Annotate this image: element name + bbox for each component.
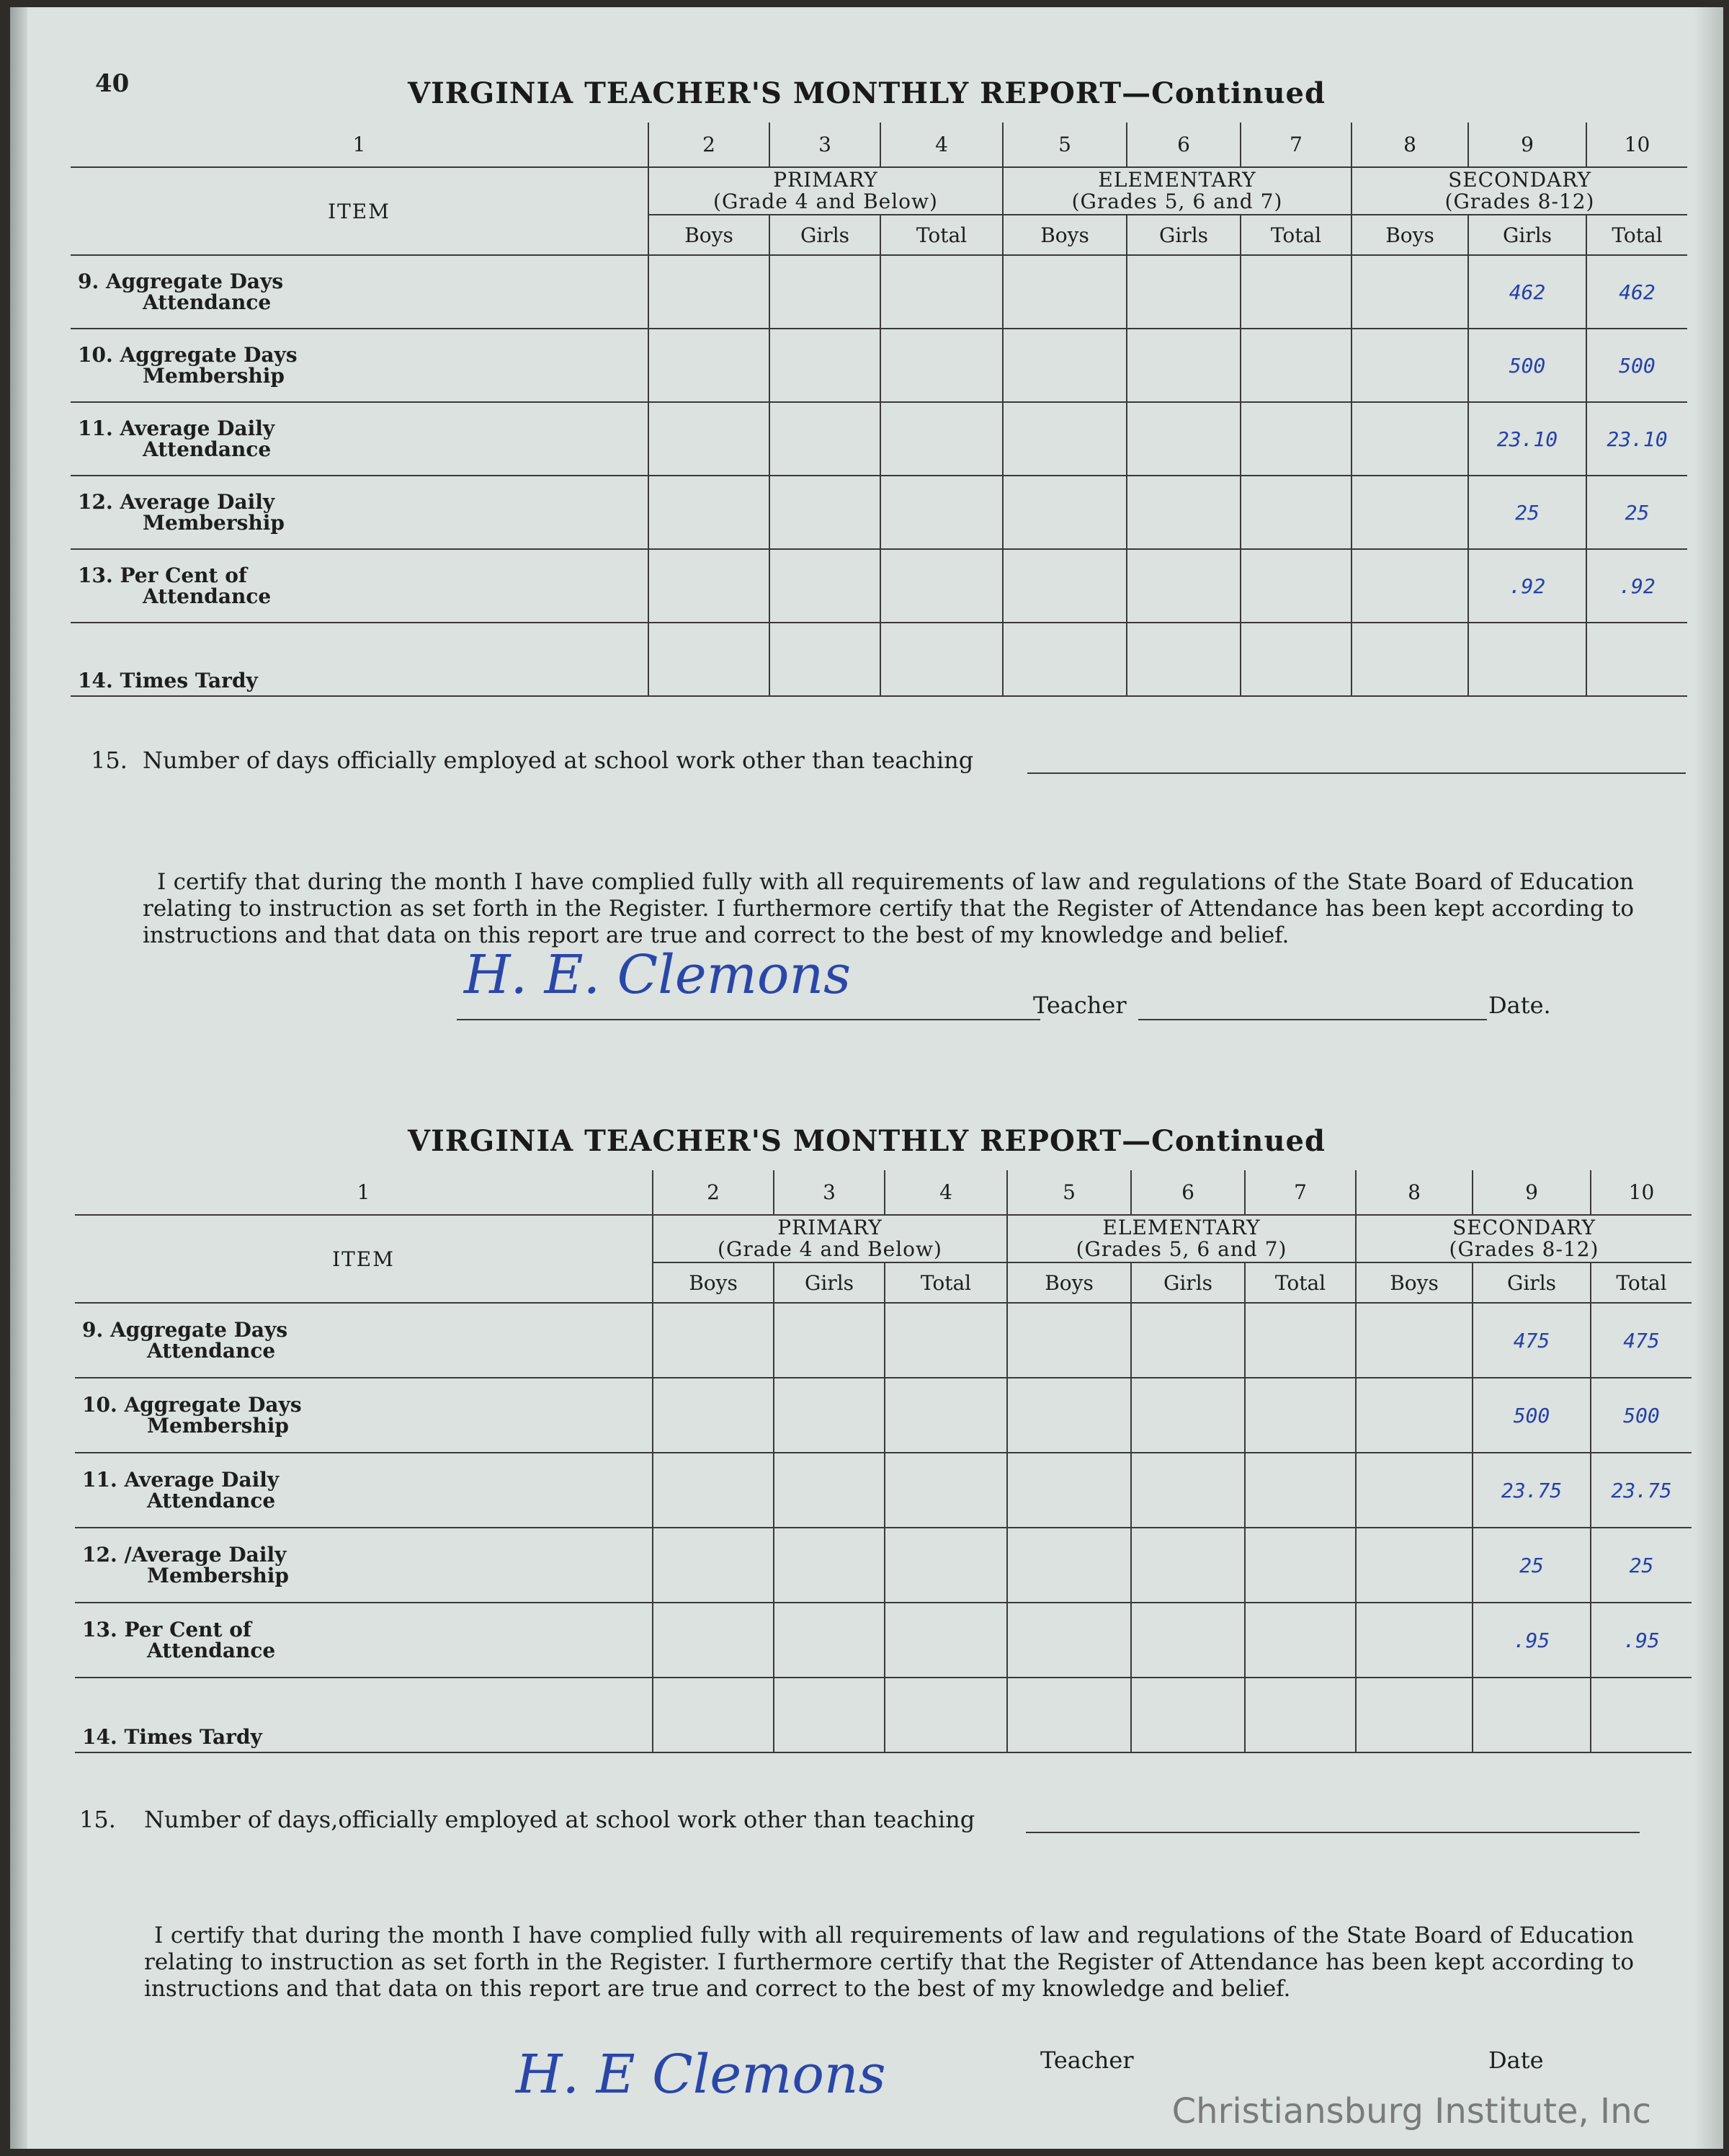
handwritten-value: 25 [1591, 1528, 1692, 1603]
handwritten-value: 500 [1468, 329, 1586, 402]
page-edge [1694, 7, 1723, 2149]
handwritten-value: 25 [1468, 476, 1586, 549]
sub-total: Total [1245, 1262, 1356, 1303]
row-label-13: 13. Per Cent of Attendance [71, 549, 648, 623]
table-row [75, 1603, 1692, 1678]
sub-girls: Girls [1473, 1262, 1591, 1303]
handwritten-value: .95 [1591, 1603, 1692, 1678]
secondary-name: SECONDARY [1452, 1216, 1596, 1239]
handwritten-value [1468, 623, 1586, 696]
handwritten-value: 462 [1468, 255, 1586, 329]
elementary-range: (Grades 5, 6 and 7) [1076, 1237, 1287, 1261]
col-num-2: 2 [648, 122, 769, 167]
row-label-12: 12. Average Daily Membership [71, 476, 648, 549]
item-header: ITEM [71, 167, 648, 255]
handwritten-value: 475 [1591, 1303, 1692, 1378]
report-page [10, 7, 1723, 2149]
item-15-blank-line[interactable] [1027, 772, 1686, 774]
sub-boys: Boys [1352, 215, 1468, 255]
handwritten-value: 25 [1473, 1528, 1591, 1603]
sub-total: Total [1586, 215, 1687, 255]
handwritten-value [1591, 1678, 1692, 1752]
teacher-signature: H. E Clemons [516, 2044, 886, 2106]
col-num-1: 1 [71, 122, 648, 167]
certification-text: I certify that during the month I have complied fully with all requirements of law and regulations of the State Board of Education relating to instruction as set forth in the Register. I furthermore certify that the Register of Attendance has been kept according to instructions and that data on this report are true and correct to the best of my knowledge and belief. [144, 1923, 1634, 2002]
handwritten-value: 23.75 [1473, 1453, 1591, 1528]
handwritten-value: 500 [1586, 329, 1687, 402]
item-15-number: 15. [91, 747, 128, 774]
sub-boys: Boys [1007, 1262, 1131, 1303]
row-label-11: 11. Average Daily Attendance [71, 402, 648, 476]
date-label: Date. [1488, 992, 1551, 1019]
elementary-range: (Grades 5, 6 and 7) [1071, 190, 1283, 213]
row-label-12: 12. /Average Daily Membership [75, 1528, 653, 1603]
elementary-name: ELEMENTARY [1098, 168, 1256, 192]
handwritten-value: .92 [1468, 549, 1586, 623]
row-label-10: 10. Aggregate Days Membership [71, 329, 648, 402]
teacher-label: Teacher [1033, 992, 1127, 1019]
handwritten-value [1586, 623, 1687, 696]
table-row [71, 623, 1687, 696]
col-num-9: 9 [1473, 1170, 1591, 1215]
binding-gutter [10, 7, 27, 2149]
teacher-signature: H. E. Clemons [464, 944, 852, 1006]
table-row [75, 1453, 1692, 1528]
sub-total: Total [1591, 1262, 1692, 1303]
primary-header [653, 1215, 1007, 1262]
col-num-4: 4 [880, 122, 1003, 167]
table-row [71, 476, 1687, 549]
table-row [75, 1528, 1692, 1603]
teacher-label: Teacher [1040, 2046, 1134, 2074]
handwritten-value: .92 [1586, 549, 1687, 623]
sub-girls: Girls [1127, 215, 1241, 255]
handwritten-value: 23.75 [1591, 1453, 1692, 1528]
elementary-name: ELEMENTARY [1102, 1216, 1261, 1239]
col-num-2: 2 [653, 1170, 774, 1215]
item-15-text: Number of days,officially employed at school work other than teaching [144, 1806, 975, 1833]
col-num-9: 9 [1468, 122, 1586, 167]
item-15-number: 15. [79, 1806, 116, 1833]
table-row [75, 1378, 1692, 1453]
col-num-8: 8 [1356, 1170, 1473, 1215]
page-number: 40 [95, 69, 130, 98]
primary-name: PRIMARY [777, 1216, 883, 1239]
primary-name: PRIMARY [773, 168, 878, 192]
report-table-1 [71, 122, 1687, 697]
col-num-7: 7 [1245, 1170, 1356, 1215]
sub-boys: Boys [648, 215, 769, 255]
handwritten-value: 462 [1586, 255, 1687, 329]
elementary-header [1003, 167, 1352, 215]
primary-header [648, 167, 1003, 215]
row-label-9: 9. Aggregate Days Attendance [71, 255, 648, 329]
handwritten-value: 23.10 [1586, 402, 1687, 476]
table-row [71, 549, 1687, 623]
col-num-5: 5 [1003, 122, 1127, 167]
report-title: VIRGINIA TEACHER'S MONTHLY REPORT—Continued [408, 1124, 1326, 1158]
teacher-signature-line[interactable] [457, 1019, 1040, 1020]
item-15-text: Number of days officially employed at school work other than teaching [143, 747, 974, 774]
col-num-6: 6 [1131, 1170, 1245, 1215]
table-row [75, 1678, 1692, 1752]
handwritten-value: 23.10 [1468, 402, 1586, 476]
sub-boys: Boys [1003, 215, 1127, 255]
sub-total: Total [880, 215, 1003, 255]
col-num-6: 6 [1127, 122, 1241, 167]
secondary-name: SECONDARY [1448, 168, 1591, 192]
sub-girls: Girls [769, 215, 880, 255]
col-num-10: 10 [1591, 1170, 1692, 1215]
sub-girls: Girls [1468, 215, 1586, 255]
col-num-3: 3 [769, 122, 880, 167]
sub-girls: Girls [1131, 1262, 1245, 1303]
table-row [71, 329, 1687, 402]
elementary-header [1007, 1215, 1356, 1262]
secondary-header [1352, 167, 1687, 215]
sub-girls: Girls [774, 1262, 885, 1303]
col-num-7: 7 [1241, 122, 1352, 167]
secondary-range: (Grades 8-12) [1449, 1237, 1599, 1261]
primary-range: (Grade 4 and Below) [718, 1237, 942, 1261]
handwritten-value: 500 [1473, 1378, 1591, 1453]
row-label-13: 13. Per Cent of Attendance [75, 1603, 653, 1678]
table-row [71, 255, 1687, 329]
row-label-9: 9. Aggregate Days Attendance [75, 1303, 653, 1378]
handwritten-value: 500 [1591, 1378, 1692, 1453]
col-num-5: 5 [1007, 1170, 1131, 1215]
primary-range: (Grade 4 and Below) [713, 190, 938, 213]
row-label-10: 10. Aggregate Days Membership [75, 1378, 653, 1453]
watermark: Christiansburg Institute, Inc [1171, 2091, 1651, 2132]
col-num-8: 8 [1352, 122, 1468, 167]
sub-total: Total [1241, 215, 1352, 255]
col-num-1: 1 [75, 1170, 653, 1215]
date-label: Date [1488, 2046, 1544, 2074]
row-label-11: 11. Average Daily Attendance [75, 1453, 653, 1528]
row-label-14: 14. Times Tardy [75, 1678, 653, 1752]
secondary-header [1356, 1215, 1692, 1262]
handwritten-value: .95 [1473, 1603, 1591, 1678]
secondary-range: (Grades 8-12) [1444, 190, 1595, 213]
date-line[interactable] [1138, 1019, 1487, 1020]
col-num-4: 4 [885, 1170, 1007, 1215]
sub-boys: Boys [653, 1262, 774, 1303]
handwritten-value [1473, 1678, 1591, 1752]
sub-boys: Boys [1356, 1262, 1473, 1303]
item-header: ITEM [75, 1215, 653, 1303]
col-num-10: 10 [1586, 122, 1687, 167]
sub-total: Total [885, 1262, 1007, 1303]
col-num-3: 3 [774, 1170, 885, 1215]
item-15-blank-line[interactable] [1026, 1832, 1640, 1833]
report-title: VIRGINIA TEACHER'S MONTHLY REPORT—Continued [408, 76, 1326, 110]
handwritten-value: 25 [1586, 476, 1687, 549]
table-row [75, 1303, 1692, 1378]
row-label-14: 14. Times Tardy [71, 623, 648, 696]
handwritten-value: 475 [1473, 1303, 1591, 1378]
table-row [71, 402, 1687, 476]
certification-text: I certify that during the month I have complied fully with all requirements of law and regulations of the State Board of Education relating to instruction as set forth in the Register. I furthermore certify that the Register of Attendance has been kept according to instructions and that data on this report are true and correct to the best of my knowledge and belief. [143, 869, 1634, 948]
report-table-2 [75, 1170, 1692, 1753]
